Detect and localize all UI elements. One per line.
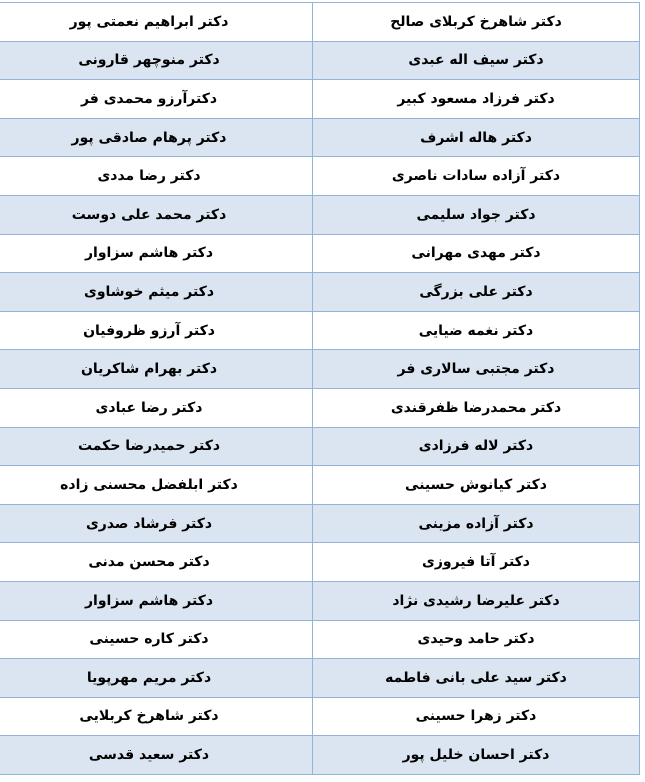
doctor-name-cell-right: دکتر زهرا حسینی <box>313 697 640 736</box>
doctors-table <box>0 2 640 775</box>
table-row <box>0 118 640 157</box>
doctor-name-cell-right: دکتر نغمه ضیایی <box>313 311 640 350</box>
table-row <box>0 350 640 389</box>
table-row <box>0 659 640 698</box>
doctor-name-cell-right: دکتر محمدرضا ظفرقندی <box>313 388 640 427</box>
doctor-name-cell-right: دکتر سید علی بانی فاطمه <box>313 659 640 698</box>
doctor-name-cell-right: دکتر فرزاد مسعود کبیر <box>313 80 640 119</box>
doctor-name-cell-left: دکتر منوچهر قارونی <box>0 41 313 80</box>
doctor-name-cell-left: دکتر هاشم سزاوار <box>0 581 313 620</box>
doctor-name-cell-right: دکتر کیانوش حسینی <box>313 466 640 505</box>
table-row <box>0 234 640 273</box>
doctor-name-cell-right: دکتر احسان خلیل پور <box>313 736 640 775</box>
doctor-name-cell-left: دکتر محمد علی دوست <box>0 195 313 234</box>
doctor-name-cell-right: دکتر سیف اله عبدی <box>313 41 640 80</box>
table-row <box>0 427 640 466</box>
doctor-name-cell-left: دکتر رضا مددی <box>0 157 313 196</box>
doctor-name-cell-right: دکتر حامد وحیدی <box>313 620 640 659</box>
table-row <box>0 504 640 543</box>
table-row <box>0 466 640 505</box>
doctor-name-cell-left: دکتر بهرام شاکریان <box>0 350 313 389</box>
doctors-table-body <box>0 3 640 775</box>
doctor-name-cell-left: دکتر کاره حسینی <box>0 620 313 659</box>
doctor-name-cell-left: دکتر محسن مدنی <box>0 543 313 582</box>
doctor-name-cell-left: دکتر فرشاد صدری <box>0 504 313 543</box>
doctor-name-cell-left: دکتر میثم خوشاوی <box>0 273 313 312</box>
doctor-name-cell-left: دکتر پرهام صادقی پور <box>0 118 313 157</box>
doctor-name-cell-right: دکتر هاله اشرف <box>313 118 640 157</box>
doctors-table-container <box>2 2 640 775</box>
doctor-name-cell-right: دکتر مهدی مهرانی <box>313 234 640 273</box>
doctor-name-cell-left: دکتر مریم مهرپویا <box>0 659 313 698</box>
doctor-name-cell-left: دکتر رضا عبادی <box>0 388 313 427</box>
table-row <box>0 311 640 350</box>
table-row <box>0 3 640 42</box>
doctor-name-cell-right: دکتر آتا فیروزی <box>313 543 640 582</box>
doctor-name-cell-left: دکتر شاهرخ کربلایی <box>0 697 313 736</box>
table-row <box>0 41 640 80</box>
table-row <box>0 620 640 659</box>
doctor-name-cell-left: دکتر ابراهیم نعمتی پور <box>0 3 313 42</box>
doctor-name-cell-right: دکتر لاله فرزادی <box>313 427 640 466</box>
doctor-name-cell-right: دکتر جواد سلیمی <box>313 195 640 234</box>
doctor-name-cell-left: دکتر حمیدرضا حکمت <box>0 427 313 466</box>
table-row <box>0 388 640 427</box>
table-row <box>0 80 640 119</box>
doctor-name-cell-left: دکتر سعید قدسی <box>0 736 313 775</box>
doctor-name-cell-right: دکتر آزاده سادات ناصری <box>313 157 640 196</box>
doctor-name-cell-right: دکتر شاهرخ کربلای صالح <box>313 3 640 42</box>
doctor-name-cell-left: دکتر هاشم سزاوار <box>0 234 313 273</box>
doctor-name-cell-right: دکتر علی بزرگی <box>313 273 640 312</box>
table-row <box>0 273 640 312</box>
table-row <box>0 195 640 234</box>
table-row <box>0 543 640 582</box>
table-row <box>0 697 640 736</box>
table-row <box>0 581 640 620</box>
doctor-name-cell-left: دکتر ابلفضل محسنی زاده <box>0 466 313 505</box>
doctor-name-cell-left: دکترآرزو محمدی فر <box>0 80 313 119</box>
doctor-name-cell-right: دکتر مجتبی سالاری فر <box>313 350 640 389</box>
doctor-name-cell-right: دکتر آزاده مزینی <box>313 504 640 543</box>
table-row <box>0 157 640 196</box>
table-row <box>0 736 640 775</box>
doctor-name-cell-right: دکتر علیرضا رشیدی نژاد <box>313 581 640 620</box>
doctor-name-cell-left: دکتر آرزو ظروفیان <box>0 311 313 350</box>
